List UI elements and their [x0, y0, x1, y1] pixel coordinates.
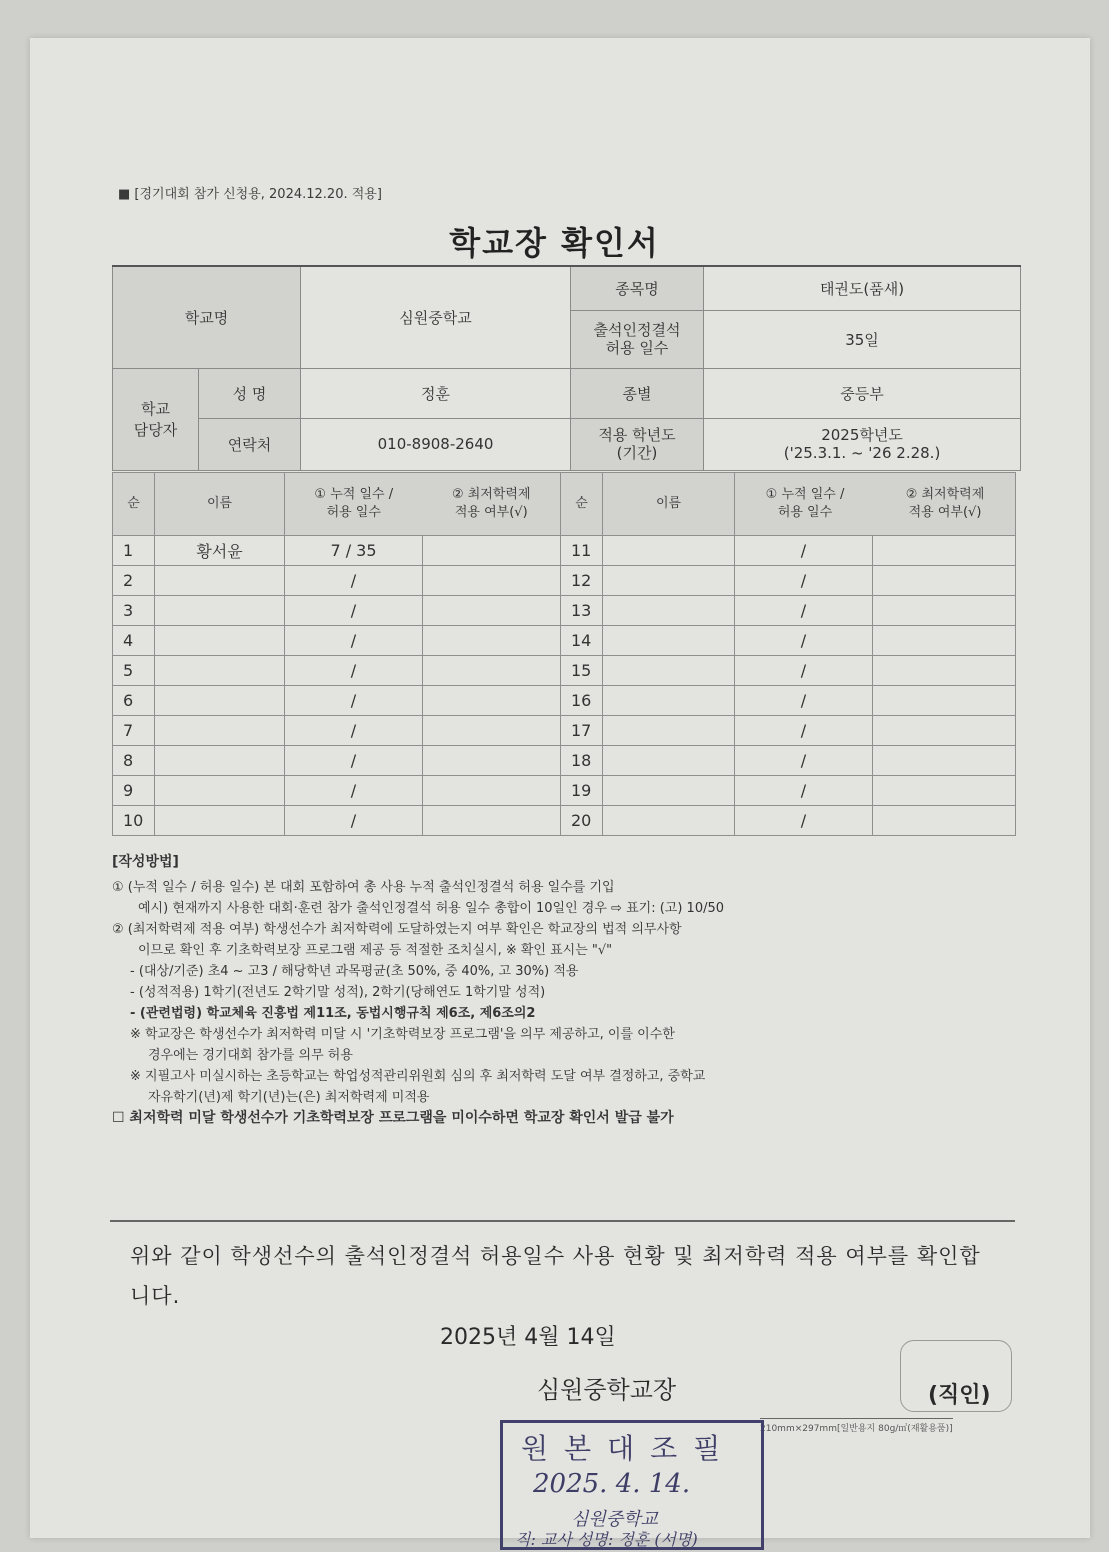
row-number: 6: [113, 686, 155, 716]
instruction-item-2-cont: 이므로 확인 후 기초학력보장 프로그램 제공 등 적절한 조치실시, ※ 확인 표시는 "√": [138, 943, 613, 958]
row-min-standard: [873, 536, 1016, 566]
row-min-standard: [873, 806, 1016, 836]
row-days: /: [285, 716, 423, 746]
table-row: [113, 626, 1016, 656]
row-number: 15: [561, 656, 603, 686]
certified-copy-stamp: [500, 1420, 764, 1550]
row-days: /: [735, 716, 873, 746]
header-days-min-right: ① 누적 일수 / ② 최저학력제 허용 일수 적용 여부(√): [735, 473, 1016, 536]
instruction-item-1-example: 예시) 현재까지 사용한 대회·훈련 참가 출석인정결석 허용 일수 총합이 10일인 경우 ⇨ 표기: (고) 10/50: [138, 901, 725, 916]
row-name: [155, 806, 285, 836]
allowed-days-value: 35일: [704, 310, 1021, 368]
school-year-value: 2025학년도 ('25.3.1. ~ '26 2.28.): [704, 418, 1021, 470]
table-row: [113, 746, 1016, 776]
row-days: /: [735, 746, 873, 776]
row-name: [603, 746, 735, 776]
row-name: [603, 806, 735, 836]
row-days: /: [735, 686, 873, 716]
row-name: [603, 536, 735, 566]
row-number: 1: [113, 536, 155, 566]
row-days: /: [285, 566, 423, 596]
row-number: 7: [113, 716, 155, 746]
form-version-note: ■ [경기대회 참가 신청용, 2024.12.20. 적용]: [118, 187, 382, 202]
row-days: /: [285, 656, 423, 686]
row-name: [155, 626, 285, 656]
row-min-standard: [423, 626, 561, 656]
school-name-label: 학교명: [113, 266, 301, 368]
row-min-standard: [423, 746, 561, 776]
row-name: 황서윤: [155, 536, 285, 566]
division-value: 중등부: [704, 368, 1021, 418]
document-title: 학교장 확인서: [449, 224, 660, 262]
row-min-standard: [423, 686, 561, 716]
official-seal-label: (직인): [928, 1383, 991, 1408]
instruction-item-2: ② (최저학력제 적용 여부) 학생선수가 최저학력에 도달하였는지 여부 확인은 학교장의 법적 의무사항: [112, 922, 682, 937]
confirmation-text: 위와 같이 학생선수의 출석인정결석 허용일수 사용 현황 및 최저학력 적용 여부를 확인합니다.: [130, 1244, 981, 1308]
stamp-signer: 직: 교사 성명: 정훈 (서명): [515, 1530, 698, 1549]
row-number: 2: [113, 566, 155, 596]
table-row: [113, 566, 1016, 596]
row-days: 7 / 35: [285, 536, 423, 566]
row-min-standard: [873, 626, 1016, 656]
row-days: /: [735, 626, 873, 656]
row-number: 11: [561, 536, 603, 566]
row-number: 10: [113, 806, 155, 836]
row-number: 18: [561, 746, 603, 776]
student-list-table: [112, 472, 1016, 836]
row-days: /: [285, 746, 423, 776]
row-days: /: [735, 566, 873, 596]
school-name-value: 심원중학교: [301, 266, 571, 368]
table-row: [113, 776, 1016, 806]
row-number: 4: [113, 626, 155, 656]
row-min-standard: [423, 536, 561, 566]
paper-spec-footnote: 210mm×297mm[일반용지 80g/㎡(재활용품)]: [760, 1418, 953, 1434]
row-number: 19: [561, 776, 603, 806]
row-number: 14: [561, 626, 603, 656]
table-row: [113, 806, 1016, 836]
row-name: [603, 566, 735, 596]
stamp-title: 원본대조필: [521, 1432, 737, 1465]
row-min-standard: [423, 716, 561, 746]
instruction-bullet-3: - (관련법령) 학교체육 진흥법 제11조, 동법시행규칙 제6조, 제6조의2: [130, 1006, 536, 1021]
manager-name-label: 성 명: [199, 368, 301, 418]
table-row: [113, 596, 1016, 626]
school-year-label: 적용 학년도 (기간): [571, 418, 704, 470]
row-name: [603, 716, 735, 746]
instruction-box-note: ☐ 최저학력 미달 학생선수가 기초학력보장 프로그램을 미이수하면 학교장 확인서 발급 불가: [112, 1110, 674, 1126]
table-row: [113, 656, 1016, 686]
row-name: [155, 686, 285, 716]
table-row: [113, 716, 1016, 746]
row-name: [155, 566, 285, 596]
row-name: [603, 776, 735, 806]
instructions-heading: [작성방법]: [112, 854, 179, 870]
row-min-standard: [423, 806, 561, 836]
row-min-standard: [423, 566, 561, 596]
row-name: [155, 776, 285, 806]
stamp-date: 2025. 4. 14.: [533, 1469, 691, 1499]
instruction-note-1: ※ 학교장은 학생선수가 최저학력 미달 시 '기초학력보장 프로그램'을 의무 제공하고, 이를 이수한: [130, 1027, 675, 1042]
instruction-note-2-cont: 자유학기(년)제 학기(년)는(은) 최저학력제 미적용: [148, 1090, 430, 1105]
row-min-standard: [423, 776, 561, 806]
info-table: [112, 265, 1021, 471]
allowed-days-label: 출석인정결석 허용 일수: [571, 310, 704, 368]
row-min-standard: [873, 776, 1016, 806]
instruction-bullet-2: - (성적적용) 1학기(전년도 2학기말 성적), 2학기(당해연도 1학기말 성적): [130, 985, 546, 1000]
row-min-standard: [873, 746, 1016, 776]
row-min-standard: [873, 716, 1016, 746]
sport-value: 태권도(품새): [704, 266, 1021, 310]
row-name: [155, 716, 285, 746]
row-min-standard: [873, 566, 1016, 596]
row-number: 16: [561, 686, 603, 716]
header-name-right: 이름: [603, 473, 735, 536]
principal-title: 심원중학교장: [537, 1376, 677, 1404]
row-days: /: [735, 776, 873, 806]
issue-date: 2025년 4월 14일: [440, 1325, 616, 1350]
row-days: /: [285, 806, 423, 836]
instruction-bullet-1: - (대상/기준) 초4 ~ 고3 / 해당학년 과목평균(초 50%, 중 40%, 고 30%) 적용: [130, 964, 579, 979]
row-name: [603, 626, 735, 656]
contact-value: 010-8908-2640: [301, 418, 571, 470]
row-days: /: [285, 596, 423, 626]
row-number: 20: [561, 806, 603, 836]
row-name: [603, 596, 735, 626]
row-days: /: [285, 626, 423, 656]
row-name: [155, 596, 285, 626]
manager-label: 학교 담당자: [113, 368, 199, 470]
row-number: 9: [113, 776, 155, 806]
header-no-right: 순: [561, 473, 603, 536]
instruction-note-1-cont: 경우에는 경기대회 참가를 의무 허용: [148, 1048, 353, 1063]
table-row: [113, 536, 1016, 566]
stamp-school: 심원중학교: [571, 1509, 658, 1530]
row-days: /: [285, 776, 423, 806]
row-number: 13: [561, 596, 603, 626]
manager-name-value: 정훈: [301, 368, 571, 418]
table-row: [113, 686, 1016, 716]
sport-label: 종목명: [571, 266, 704, 310]
row-number: 5: [113, 656, 155, 686]
row-number: 12: [561, 566, 603, 596]
instruction-note-2: ※ 지필고사 미실시하는 초등학교는 학업성적관리위원회 심의 후 최저학력 도달 여부 결정하고, 중학교: [130, 1069, 706, 1084]
row-min-standard: [423, 656, 561, 686]
row-min-standard: [873, 686, 1016, 716]
row-days: /: [735, 536, 873, 566]
instruction-item-1: ① (누적 일수 / 허용 일수) 본 대회 포함하여 총 사용 누적 출석인정결석 허용 일수를 기입: [112, 880, 615, 895]
header-name: 이름: [155, 473, 285, 536]
row-min-standard: [873, 656, 1016, 686]
instructions-section: [112, 852, 1017, 1129]
row-name: [155, 656, 285, 686]
row-min-standard: [873, 596, 1016, 626]
row-number: 17: [561, 716, 603, 746]
row-number: 3: [113, 596, 155, 626]
row-days: /: [285, 686, 423, 716]
row-days: /: [735, 806, 873, 836]
header-no: 순: [113, 473, 155, 536]
divider-line: [110, 1220, 1015, 1222]
row-name: [603, 686, 735, 716]
row-name: [603, 656, 735, 686]
row-days: /: [735, 596, 873, 626]
row-name: [155, 746, 285, 776]
contact-label: 연락처: [199, 418, 301, 470]
header-days-min: ① 누적 일수 / ② 최저학력제 허용 일수 적용 여부(√): [285, 473, 561, 536]
row-days: /: [735, 656, 873, 686]
row-min-standard: [423, 596, 561, 626]
division-label: 종별: [571, 368, 704, 418]
row-number: 8: [113, 746, 155, 776]
